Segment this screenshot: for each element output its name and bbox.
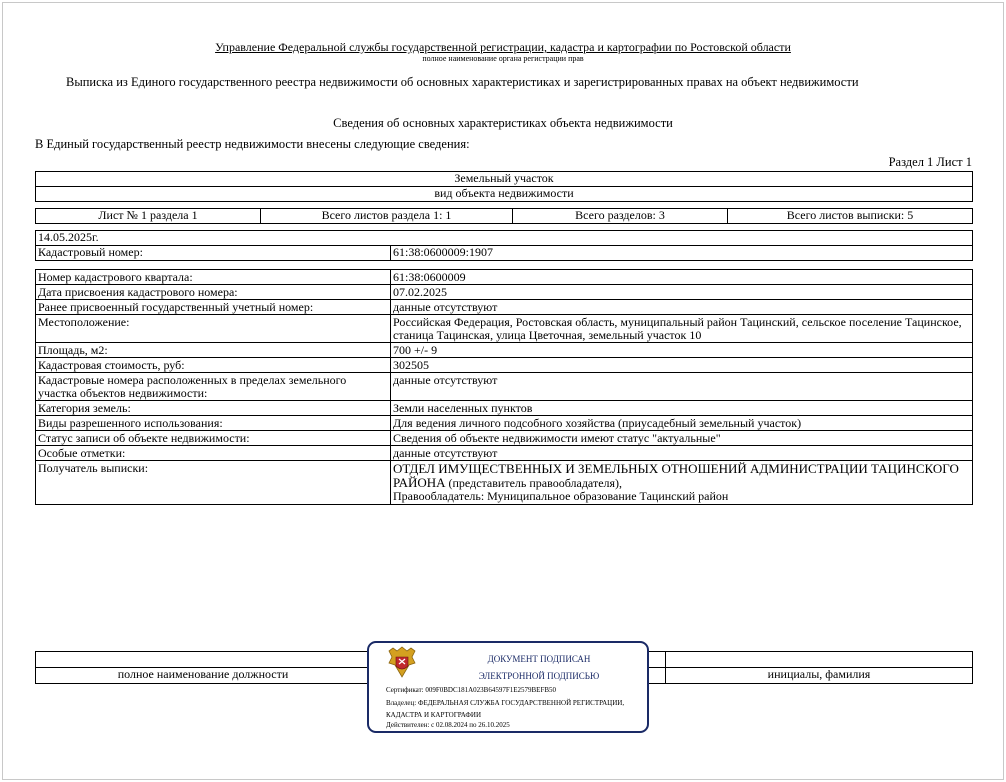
row-label: Ранее присвоенный государственный учетный номер: [36, 300, 391, 315]
row-value: данные отсутствуют [391, 373, 973, 401]
recipient-row [36, 461, 973, 505]
row-label: Кадастровые номера расположенных в пределах земельного участка объектов недвижимости: [36, 373, 391, 401]
row-value: 700 +/- 9 [391, 343, 973, 358]
row-value: Для ведения личного подсобного хозяйства (приусадебный земельный участок) [391, 416, 973, 431]
table-row [36, 446, 973, 461]
authority-caption: полное наименование органа регистрации прав [422, 54, 584, 63]
table-row [36, 300, 973, 315]
stamp-owner: Владелец: ФЕДЕРАЛЬНАЯ СЛУЖБА ГОСУДАРСТВЕННОЙ РЕГИСТРАЦИИ, КАДАСТРА И КАРТОГРАФИИ [386, 699, 625, 719]
section-title: Сведения об основных характеристиках объекта недвижимости [333, 116, 673, 130]
electronic-signature-stamp [367, 641, 649, 733]
table-row [36, 401, 973, 416]
date-table [35, 230, 973, 261]
stamp-subtitle: ЭЛЕКТРОННОЙ ПОДПИСЬЮ [478, 671, 600, 681]
cadastral-number-value: 61:38:0600009:1907 [391, 246, 973, 261]
row-value: данные отсутствуют [391, 300, 973, 315]
section-reference: Раздел 1 Лист 1 [888, 155, 972, 169]
coat-of-arms-emblem-icon [385, 645, 419, 679]
row-label: Номер кадастрового квартала: [36, 270, 391, 285]
sections-total: Всего разделов: 3 [513, 209, 728, 224]
row-label: Кадастровая стоимость, руб: [36, 358, 391, 373]
authority-name: Управление Федеральной службы государственной регистрации, кадастра и картографии по Ростовской области [215, 40, 791, 54]
table-row [36, 416, 973, 431]
row-value: Сведения об объекте недвижимости имеют статус "актуальные" [391, 431, 973, 446]
row-label: Виды разрешенного использования: [36, 416, 391, 431]
row-value: Российская Федерация, Ростовская область, муниципальный район Тацинский, сельское поселение Тацинское, станица Тацинская, улица Цветочная, земельный участок 10 [391, 315, 973, 343]
stamp-title: ДОКУМЕНТ ПОДПИСАН [487, 654, 591, 664]
name-field [666, 652, 973, 668]
sheets-table [35, 208, 973, 224]
object-type-table [35, 171, 973, 202]
recipient-value [391, 461, 973, 505]
row-value: 61:38:0600009 [391, 270, 973, 285]
stamp-certificate: Сертификат: 009F0BDC181A023B64597F1E2579BEFB50 [386, 686, 557, 694]
recipient-label: Получатель выписки: [36, 461, 391, 505]
recipient-name: ОТДЕЛ ИМУЩЕСТВЕННЫХ И ЗЕМЕЛЬНЫХ ОТНОШЕНИЙ АДМИНИСТРАЦИИ ТАЦИНСКОГО РАЙОНА [393, 461, 959, 490]
table-row [36, 270, 973, 285]
row-label: Категория земель: [36, 401, 391, 416]
row-value: Земли населенных пунктов [391, 401, 973, 416]
row-value: 07.02.2025 [391, 285, 973, 300]
position-field [36, 652, 371, 668]
stamp-validity: Действителен: с 02.08.2024 по 26.10.2025 [386, 721, 510, 729]
table-row [36, 315, 973, 343]
sheets-in-section: Всего листов раздела 1: 1 [261, 209, 513, 224]
characteristics-table [35, 269, 973, 505]
intro-text: В Единый государственный реестр недвижимости внесены следующие сведения: [35, 137, 470, 151]
extract-date: 14.05.2025г. [36, 231, 973, 246]
sheets-total: Всего листов выписки: 5 [728, 209, 973, 224]
table-row [36, 358, 973, 373]
row-label: Местоположение: [36, 315, 391, 343]
row-label: Статус записи об объекте недвижимости: [36, 431, 391, 446]
row-value: данные отсутствуют [391, 446, 973, 461]
table-row [36, 343, 973, 358]
row-label: Особые отметки: [36, 446, 391, 461]
extract-title: Выписка из Единого государственного реестра недвижимости об основных характеристиках и зарегистрированных правах на объект недвижимости [66, 75, 859, 89]
table-row [36, 431, 973, 446]
position-caption: полное наименование должности [36, 668, 371, 684]
row-value: 302505 [391, 358, 973, 373]
object-type-caption: вид объекта недвижимости [36, 187, 973, 202]
object-type: Земельный участок [36, 172, 973, 187]
owner-text: Правообладатель: Муниципальное образование Тацинский район [393, 489, 729, 503]
sheet-number: Лист № 1 раздела 1 [36, 209, 261, 224]
table-row [36, 285, 973, 300]
row-label: Дата присвоения кадастрового номера: [36, 285, 391, 300]
row-label: Площадь, м2: [36, 343, 391, 358]
recipient-role: (представитель правообладателя), [445, 476, 623, 490]
cadastral-number-label: Кадастровый номер: [36, 246, 391, 261]
table-row [36, 373, 973, 401]
name-caption: инициалы, фамилия [666, 668, 973, 684]
